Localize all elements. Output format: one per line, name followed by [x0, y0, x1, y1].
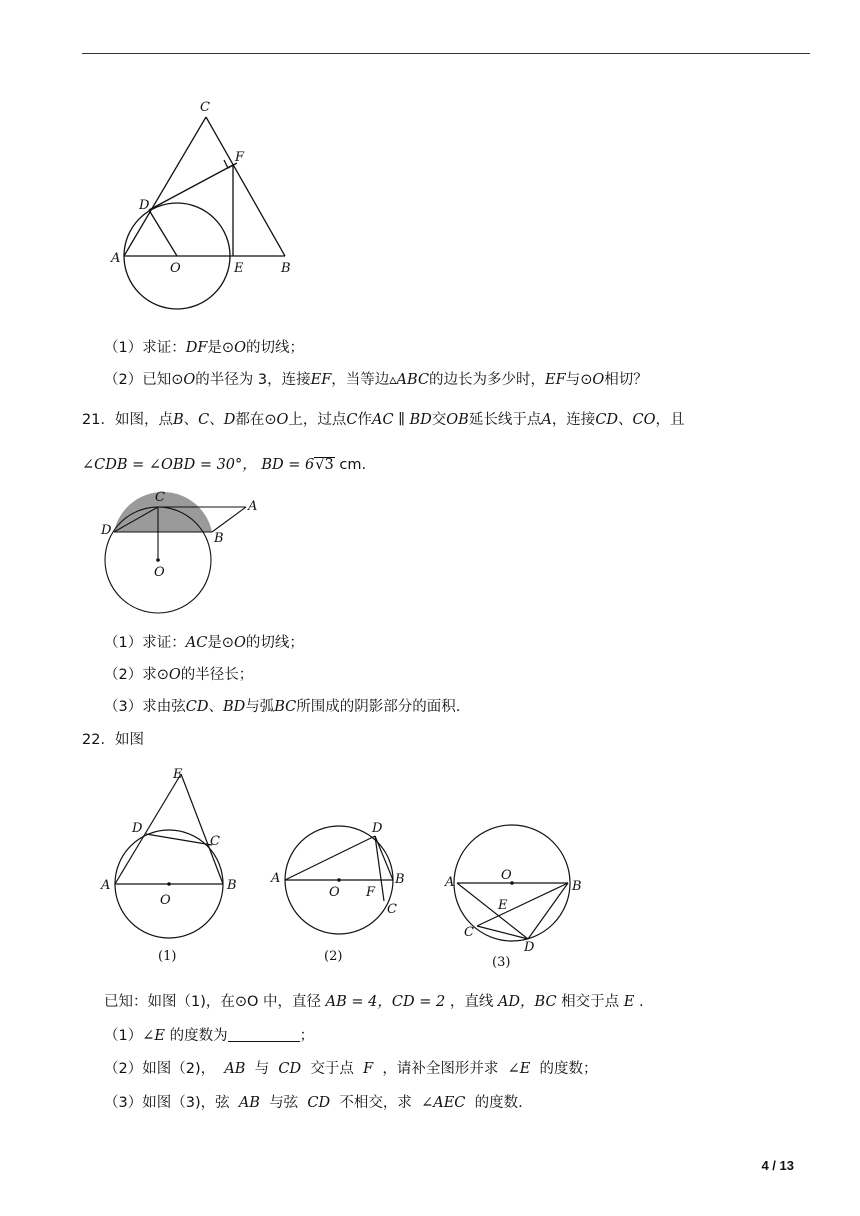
- q20-label-b: B: [281, 261, 291, 276]
- q20-label-d: D: [139, 198, 150, 213]
- q21-stem-line1: 21．如图，点B、C、D都在⊙O上，过点C作AC ∥ BD交OB延长线于点A，连接CD、CO，且: [82, 412, 685, 428]
- q22-fig3-label-o: O: [501, 868, 512, 883]
- q21-figure: [96, 490, 266, 620]
- q20-line-od: [149, 210, 177, 256]
- q22-heading: 22．如图: [82, 732, 144, 748]
- q22-caption-3: (3): [492, 955, 511, 970]
- q21-label-c: C: [155, 490, 165, 505]
- q22-fig2-label-o: O: [329, 885, 340, 900]
- q20-label-e: E: [234, 261, 244, 276]
- q21-part3: （3）求由弦CD、BD与弧BC所围成的阴影部分的面积.: [104, 699, 461, 715]
- q22-part2: （2）如图（2)， AB 与 CD 交于点 F ，请补全图形并求 ∠E 的度数；: [104, 1061, 598, 1077]
- answer-blank[interactable]: [228, 1027, 300, 1042]
- q22-part3: （3）如图（3)，弦 AB 与弦 CD 不相交，求 ∠AEC 的度数.: [104, 1095, 523, 1111]
- q22-fig1-label-o: O: [160, 893, 171, 908]
- q22-fig1-label-d: D: [132, 821, 143, 836]
- q22-fig1-label-b: B: [227, 878, 237, 893]
- q22-fig3-label-c: C: [464, 925, 474, 940]
- q21-line-ba: [212, 507, 246, 532]
- q22-fig3-label-e: E: [498, 898, 508, 913]
- q22-caption-2: (2): [324, 949, 343, 964]
- q20-part2: （2）已知⊙O的半径为 3，连接EF，当等边▵ABC的边长为多少时，EF与⊙O相切？: [104, 372, 648, 388]
- q22-fig2-label-a: A: [271, 871, 281, 886]
- q22-caption-1: (1): [158, 949, 177, 964]
- q22-fig1-label-c: C: [210, 834, 220, 849]
- q20-line-df: [149, 165, 233, 210]
- q22-fig1-label-a: A: [101, 878, 111, 893]
- q20-line-cb: [206, 117, 285, 256]
- q20-label-f: F: [235, 150, 245, 165]
- header-rule: [82, 53, 810, 54]
- q22-fig1-label-e: E: [173, 767, 183, 782]
- q21-label-o: O: [154, 565, 165, 580]
- page-number: 4 / 13: [761, 1158, 794, 1173]
- q22-fig3-label-a: A: [445, 875, 455, 890]
- q20-part1: （1）求证：DF是⊙O的切线；: [104, 340, 304, 356]
- q21-part1: （1）求证：AC是⊙O的切线；: [104, 635, 304, 651]
- q22-fig3-label-b: B: [572, 879, 582, 894]
- q22-fig3-label-d: D: [524, 940, 535, 955]
- q22-part1: （1）∠E 的度数为 ；: [104, 1028, 315, 1044]
- q21-label-b: B: [214, 531, 224, 546]
- q21-label-a: A: [248, 499, 258, 514]
- q20-label-a: A: [111, 251, 121, 266]
- q21-part2: （2）求⊙O的半径长；: [104, 667, 254, 683]
- q21-stem-line2: ∠CDB = ∠OBD = 30°， BD = 6√3 cm.: [82, 457, 367, 473]
- q22-given: 已知：如图（1)，在⊙O 中，直径 AB = 4，CD = 2 ，直线 AD，BC 相交于点 E .: [104, 994, 644, 1010]
- q20-label-o: O: [170, 261, 181, 276]
- q21-label-d: D: [101, 523, 112, 538]
- q22-fig2-label-d: D: [372, 821, 383, 836]
- q20-figure: [105, 95, 305, 315]
- q22-fig2-label-b: B: [395, 872, 405, 887]
- q22-fig2-label-f: F: [366, 885, 376, 900]
- q22-figures: [96, 762, 596, 972]
- q22-fig1: [115, 774, 223, 938]
- q20-label-c: C: [200, 100, 210, 115]
- q21-center-dot: [156, 558, 160, 562]
- q22-fig2-label-c: C: [387, 902, 397, 917]
